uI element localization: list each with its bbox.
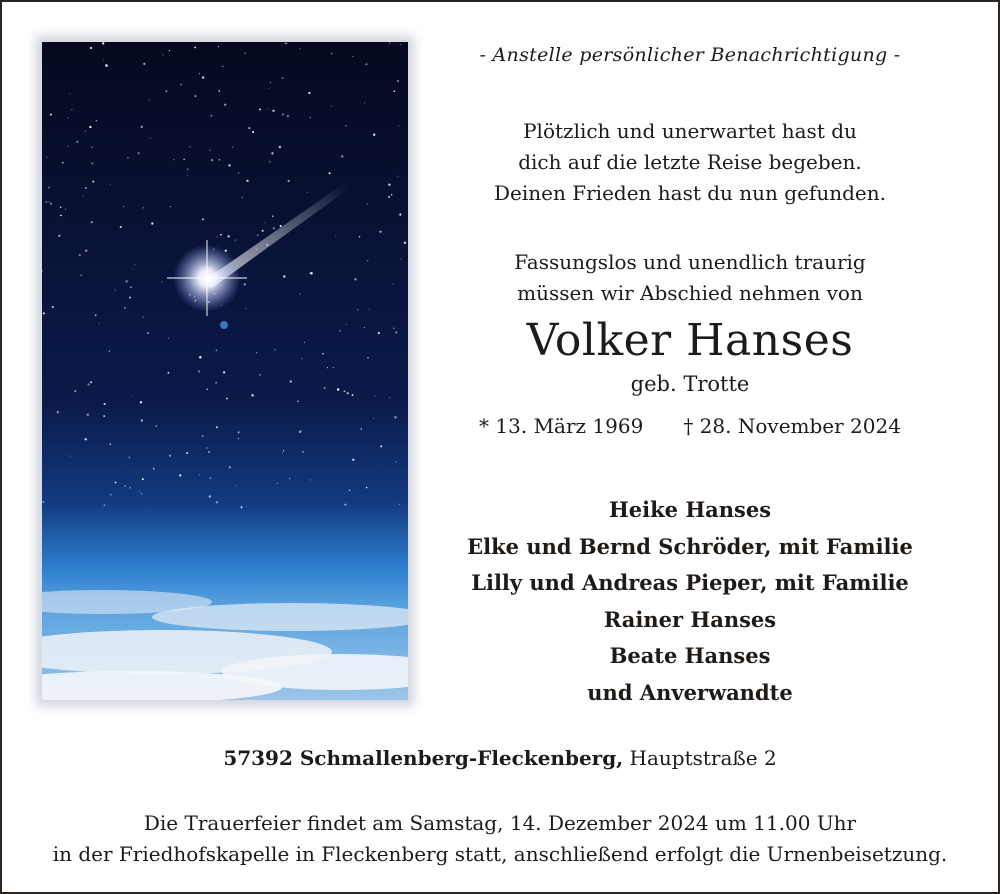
funeral-line: in der Friedhofskapelle in Fleckenberg statt, anschließend erfolgt die Urnenbeisetzung. [52,842,948,866]
star-dot [79,254,81,256]
address-place: 57392 Schmallenberg-Fleckenberg, [223,746,624,770]
star-dot [327,367,328,368]
star-dot [123,206,124,207]
star-dot [125,280,128,283]
space-scene [42,42,408,700]
star-dot [352,459,354,461]
star-dot [168,372,170,374]
birth-date: * 13. März 1969 [479,414,644,438]
star-dot [289,478,290,479]
star-dot [378,332,380,334]
star-dot [65,209,66,210]
star-dot [211,115,213,117]
star-dot [329,172,331,174]
star-dot [226,398,228,400]
star-dot [220,234,222,236]
star-dot [345,125,346,126]
star-dot [202,218,204,220]
star-dot [129,296,131,298]
star-dot [354,278,356,280]
star-dot [235,240,236,241]
star-dot [43,312,45,314]
star-dot [310,117,311,118]
star-dot [299,430,302,433]
star-dot [91,162,93,164]
star-dot [365,63,367,65]
death-date: † 28. November 2024 [683,414,901,438]
star-dot [218,46,219,47]
star-dot [92,181,94,183]
star-dot [224,104,226,106]
star-dot [110,184,111,185]
star-dot [48,187,50,189]
star-dot [216,350,218,352]
star-dot [207,389,208,390]
star-dot [275,349,276,350]
star-dot [85,438,87,440]
star-dot [393,283,394,284]
star-dot [186,452,188,454]
star-dot [208,451,210,453]
star-dot [388,184,390,186]
star-dot [223,371,225,373]
star-dot [367,357,368,358]
mourner: Lilly und Andreas Pieper, mit Familie [471,570,909,596]
star-dot [74,390,76,392]
star-dot [170,206,171,207]
star-dot [104,403,106,405]
star-dot [149,100,150,101]
star-dot [265,222,266,223]
star-dot [279,146,282,149]
star-dot [366,203,367,204]
star-dot [76,141,78,143]
star-dot [120,226,122,228]
star-dot [397,80,399,82]
star-dot [209,477,211,479]
star-dot [194,95,196,97]
star-dot [322,353,324,355]
star-dot [393,328,394,329]
star-dot [324,387,326,389]
star-dot [169,455,171,457]
star-dot [155,425,157,427]
star-dot [103,59,104,60]
star-dot [252,131,254,133]
star-dot [168,338,169,339]
star-dot [364,102,365,103]
star-dot [259,108,261,110]
star-dot [169,50,170,51]
star-dot [69,93,70,94]
star-dot [90,381,92,383]
star-dot [128,457,130,459]
star-dot [115,289,116,290]
star-dot [67,117,68,118]
star-dot [307,192,308,193]
star-dot [393,90,395,92]
star-dot [85,187,87,189]
star-dot [104,504,106,506]
star-dot [87,383,89,385]
star-dot [183,159,184,160]
star-dot [251,394,253,396]
star-dot [397,176,398,177]
verse-line: dich auf die letzte Reise begeben. [518,150,862,174]
star-dot [331,53,333,55]
star-dot [310,479,311,480]
star-dot [90,47,92,49]
star-dot [57,411,60,414]
star-dot [89,126,91,128]
star-dot [49,201,50,202]
star-dot [237,431,239,433]
star-dot [105,64,108,67]
star-dot [143,63,145,65]
star-dot [110,494,111,495]
star-dot [58,235,60,237]
notice-intro: - Anstelle persönlicher Benachrichtigung - [479,44,901,66]
star-dot [357,309,358,310]
star-dot [80,275,82,277]
star-dot [143,317,144,318]
star-dot [199,356,202,359]
star-dot [87,414,89,416]
life-dates [410,414,970,438]
star-dot [71,109,72,110]
star-dot [242,197,243,198]
mourner: Heike Hanses [608,497,772,522]
star-dot [352,394,354,396]
star-dot [268,88,269,89]
star-dot [218,90,220,92]
star-dot [229,466,232,469]
star-dot [70,456,71,457]
star-dot [369,309,370,310]
star-dot [127,157,128,158]
star-dot [50,203,52,205]
star-dot [367,260,368,261]
star-dot [235,485,236,486]
star-dot [209,495,211,497]
mourner: Elke und Bernd Schröder, mit Familie [467,533,913,559]
star-dot [268,109,269,110]
star-dot [302,358,303,359]
star-dot [246,180,248,182]
star-dot [198,370,200,372]
star-dot [141,419,143,421]
star-dot [380,445,382,447]
star-dot [238,172,239,173]
star-dot [285,43,287,45]
star-dot [187,168,189,170]
star-dot [299,48,300,49]
star-dot [91,221,93,223]
star-dot [130,286,132,288]
star-dot [389,397,390,398]
mourners-list [410,492,970,712]
star-dot [331,106,332,107]
star-dot [141,126,143,128]
star-dot [283,450,284,451]
star-dot [269,161,271,163]
star-dot [389,42,390,43]
star-dot [60,207,61,208]
star-dot [232,147,233,148]
star-dot [297,401,299,403]
star-dot [288,180,290,182]
star-dot [399,214,401,216]
star-dot [282,113,284,115]
star-dot [151,222,153,224]
star-dot [262,230,264,232]
mourner: Beate Hanses [609,643,771,669]
star-dot [404,242,407,245]
star-dot [400,44,401,45]
star-dot [349,490,351,492]
star-dot [206,447,208,449]
star-dot [339,330,341,332]
star-dot [199,474,200,475]
star-dot [216,426,218,428]
star-dot [194,46,196,48]
star-dot [281,45,282,46]
star-dot [134,264,135,265]
star-dot [344,504,346,506]
star-dot [115,482,117,484]
star-dot [142,207,143,208]
star-dot [45,201,47,203]
star-dot [68,146,69,147]
star-dot [163,54,164,55]
star-dot [215,382,216,383]
star-dot [399,504,400,505]
star-dot [388,196,390,198]
star-dot [401,259,402,260]
star-dot [180,84,182,86]
star-dot [42,501,44,503]
star-dot [282,452,283,453]
star-dot [153,468,155,470]
star-dot [60,215,62,217]
star-dot [129,487,130,488]
star-dot [374,395,375,396]
star-dot [52,306,54,308]
star-dot [141,493,143,495]
star-dot [227,235,229,237]
star-dot [211,159,213,161]
star-dot [282,77,284,79]
star-dot [109,350,110,351]
address-street: Hauptstraße 2 [629,746,777,770]
star-dot [308,92,310,94]
star-dot [391,194,393,196]
star-dot [96,120,97,121]
star-dot [85,250,88,253]
star-dot [132,269,133,270]
star-dot [140,401,142,403]
star-dot [335,235,336,236]
star-dot [271,152,273,154]
star-dot [217,236,218,237]
star-dot [103,415,105,417]
star-dot [347,392,349,394]
star-dot [109,443,111,445]
star-dot [310,272,313,275]
star-dot [256,352,258,354]
star-dot [219,159,221,161]
star-dot [102,42,104,44]
lead-line: Fassungslos und unendlich traurig [514,250,866,274]
star-dot [379,231,381,233]
star-dot [341,155,344,158]
star-dot [98,323,99,324]
star-dot [139,491,140,492]
star-dot [272,216,273,217]
star-dot [199,73,200,74]
star-dot [179,474,181,476]
star-dot [333,367,334,368]
lead-line: müssen wir Abschied nehmen von [517,281,863,305]
star-dot [353,56,354,57]
star-dot [299,294,300,295]
star-dot [346,324,347,325]
star-dot [202,76,205,79]
star-dot [83,196,84,197]
star-dot [359,236,361,238]
star-dot [273,227,275,229]
star-dot [209,150,210,151]
verse-line: Plötzlich und unerwartet hast du [523,119,857,143]
star-dot [85,131,86,132]
star-dot [244,283,246,285]
address [0,746,1000,770]
star-dot [344,390,346,392]
star-dot [46,157,47,158]
star-dot [222,66,223,67]
star-dot [366,487,367,488]
star-dot [132,396,133,397]
star-dot [124,307,126,309]
maiden-name: geb. Trotte [630,372,750,396]
shooting-star-image [42,42,408,700]
star-dot [394,416,396,418]
star-dot [189,146,191,148]
star-dot [272,110,274,112]
lead-block [410,247,970,309]
star-dot [244,53,245,54]
star-dot [287,115,289,117]
star-dot [290,380,292,382]
star-dot [150,138,151,139]
star-dot [142,478,144,480]
star-dot [270,82,272,84]
star-dot [337,388,339,390]
star-dot [238,438,239,439]
star-dot [398,125,399,126]
star-dot [283,275,285,277]
star-dot [50,114,52,116]
star-dot [95,314,97,316]
star-dot [280,225,282,227]
mourner: Rainer Hanses [603,606,777,632]
deceased-name: Volker Hanses [526,315,854,366]
star-dot [373,418,374,419]
star-dot [302,451,303,452]
star-dot [396,461,397,462]
star-dot [62,162,64,164]
star-dot [228,164,230,166]
star-dot [373,133,375,135]
star-dot [91,146,93,148]
star-dot [162,281,163,282]
star-dot [286,43,287,44]
star-dot [138,152,140,154]
star-dot [277,483,278,484]
star-dot [202,435,204,437]
star-dot [364,327,365,328]
star-dot [241,506,243,508]
star-dot [149,511,150,512]
star-dot [259,374,261,376]
mourner: und Anverwandte [587,679,793,705]
star-dot [124,485,125,486]
star-dot [216,501,218,503]
funeral-line: Die Trauerfeier findet am Samstag, 14. Dezember 2024 um 11.00 Uhr [143,811,857,835]
star-dot [147,332,149,334]
verse-line: Deinen Frieden hast du nun gefunden. [494,181,886,205]
star-dot [245,308,246,309]
star-dot [304,342,305,343]
star-dot [248,127,250,129]
funeral-info [0,808,1000,870]
star-dot [165,90,167,92]
star-dot [187,175,188,176]
star-dot [257,234,258,235]
star-dot [395,331,397,333]
star-dot [173,159,174,160]
verse-block [410,116,970,209]
star-dot [361,428,362,429]
